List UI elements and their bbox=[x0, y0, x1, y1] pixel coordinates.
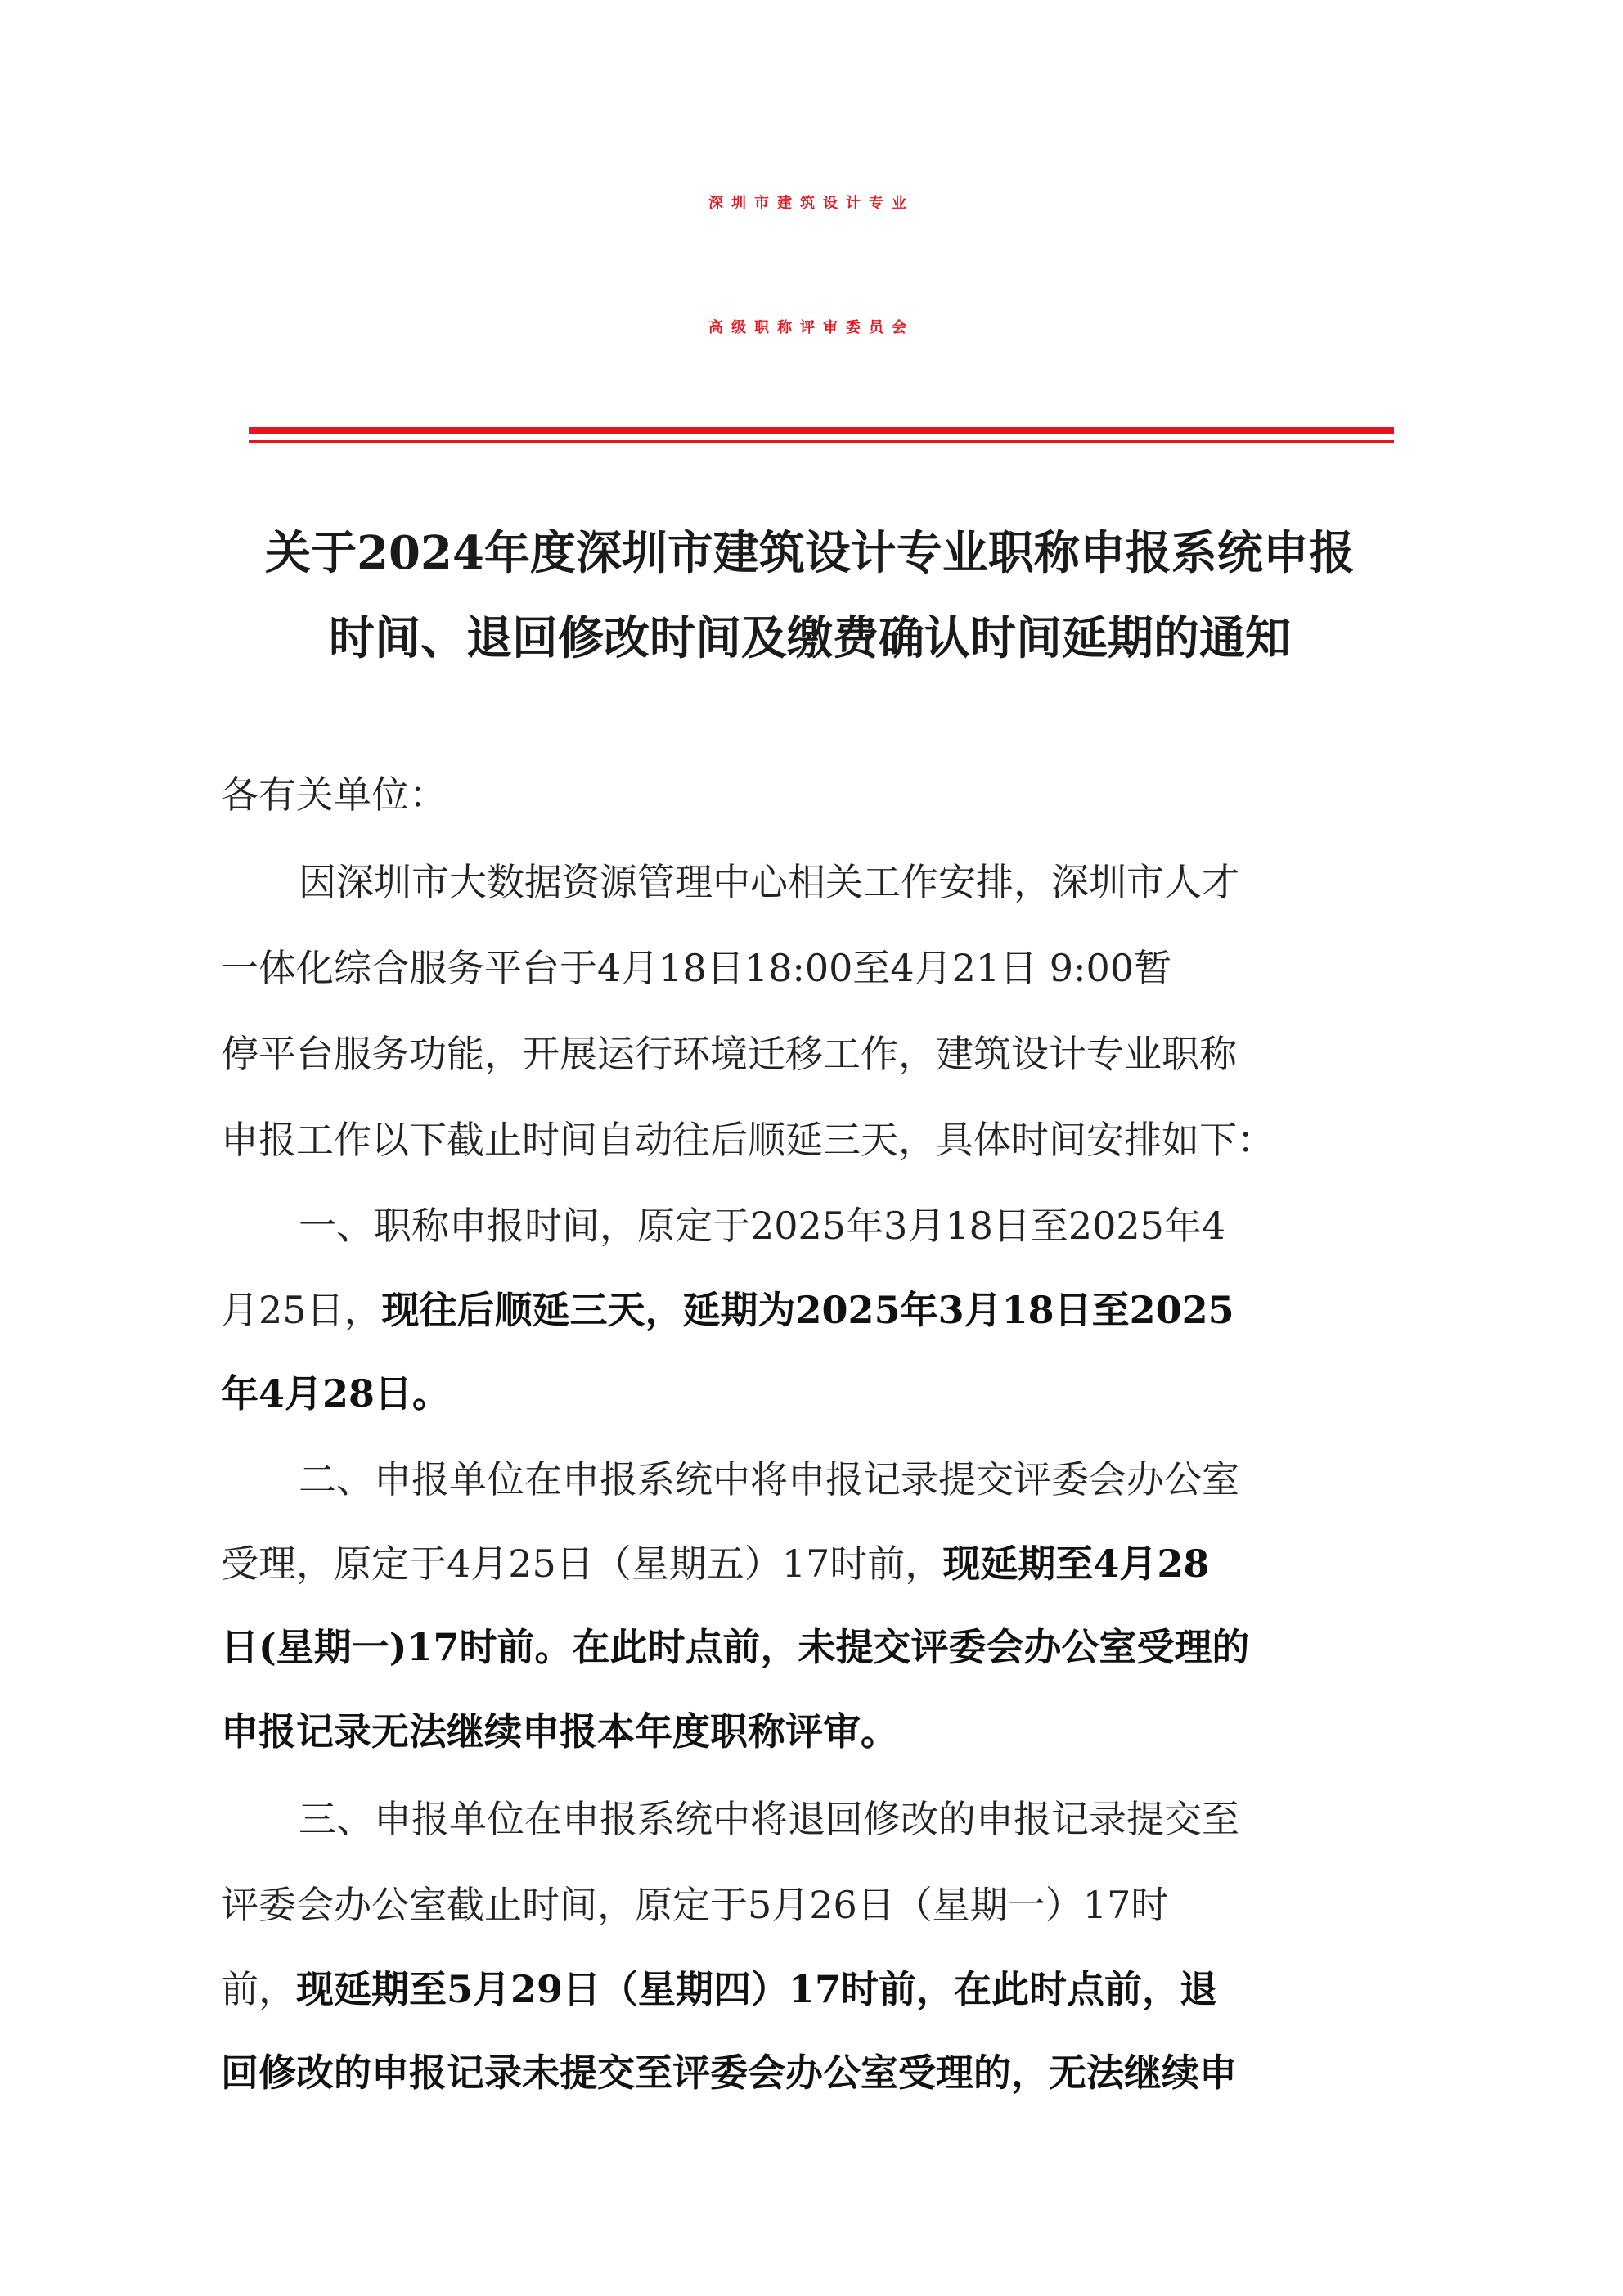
item-3-prefix: 前， bbox=[221, 1967, 296, 2011]
notice-title-line-1: 关于2024年度深圳市建筑设计专业职称申报系统申报 bbox=[265, 526, 1355, 580]
item-3-line-2: 评委会办公室截止时间，原定于5月26日（星期一）17时 bbox=[221, 1883, 1169, 1927]
item-2-new-deadline: 现延期至4月28 bbox=[942, 1542, 1210, 1586]
item-3-new-deadline: 现延期至5月29日（星期四）17时前，在此时点前，退 bbox=[296, 1967, 1218, 2011]
item-3-line-4: 回修改的申报记录未提交至评委会办公室受理的，无法继续申 bbox=[221, 2051, 1237, 2095]
issuer-name-line-1: 深圳市建筑设计专业 bbox=[708, 195, 915, 212]
salutation: 各有关单位： bbox=[221, 772, 447, 817]
item-2-line-2 bbox=[221, 1542, 1210, 1586]
item-1-line-2 bbox=[221, 1288, 1234, 1332]
item-3-line-1: 三、申报单位在申报系统中将退回修改的申报记录提交至 bbox=[299, 1797, 1239, 1841]
item-1-line-3: 年4月28日。 bbox=[221, 1371, 451, 1416]
red-header-rule-thin bbox=[249, 440, 1394, 443]
item-2-line-4: 申报记录无法继续申报本年度职称评审。 bbox=[221, 1709, 898, 1754]
item-3-line-3 bbox=[221, 1967, 1218, 2011]
intro-line-2: 一体化综合服务平台于4月18日18:00至4月21日 9:00暂 bbox=[221, 946, 1172, 990]
intro-line-1: 因深圳市大数据资源管理中心相关工作安排，深圳市人才 bbox=[299, 860, 1239, 904]
intro-line-3: 停平台服务功能，开展运行环境迁移工作，建筑设计专业职称 bbox=[221, 1032, 1237, 1076]
intro-line-4: 申报工作以下截止时间自动往后顺延三天，具体时间安排如下： bbox=[221, 1118, 1275, 1162]
item-1-line-1: 一、职称申报时间，原定于2025年3月18日至2025年4 bbox=[299, 1204, 1226, 1248]
item-1-original-deadline: 月25日， bbox=[221, 1288, 382, 1332]
item-2-original-deadline: 受理，原定于4月25日（星期五）17时前， bbox=[221, 1542, 943, 1586]
red-header-rule-thick bbox=[249, 427, 1394, 434]
item-2-line-1: 二、申报单位在申报系统中将申报记录提交评委会办公室 bbox=[299, 1457, 1239, 1501]
item-2-line-3: 日(星期一)17时前。在此时点前，未提交评委会办公室受理的 bbox=[221, 1625, 1250, 1669]
issuer-name-line-2: 高级职称评审委员会 bbox=[708, 319, 915, 336]
notice-title-line-2: 时间、退回修改时间及缴费确认时间延期的通知 bbox=[329, 611, 1291, 665]
item-1-new-deadline: 现往后顺延三天，延期为2025年3月18日至2025 bbox=[381, 1288, 1234, 1332]
